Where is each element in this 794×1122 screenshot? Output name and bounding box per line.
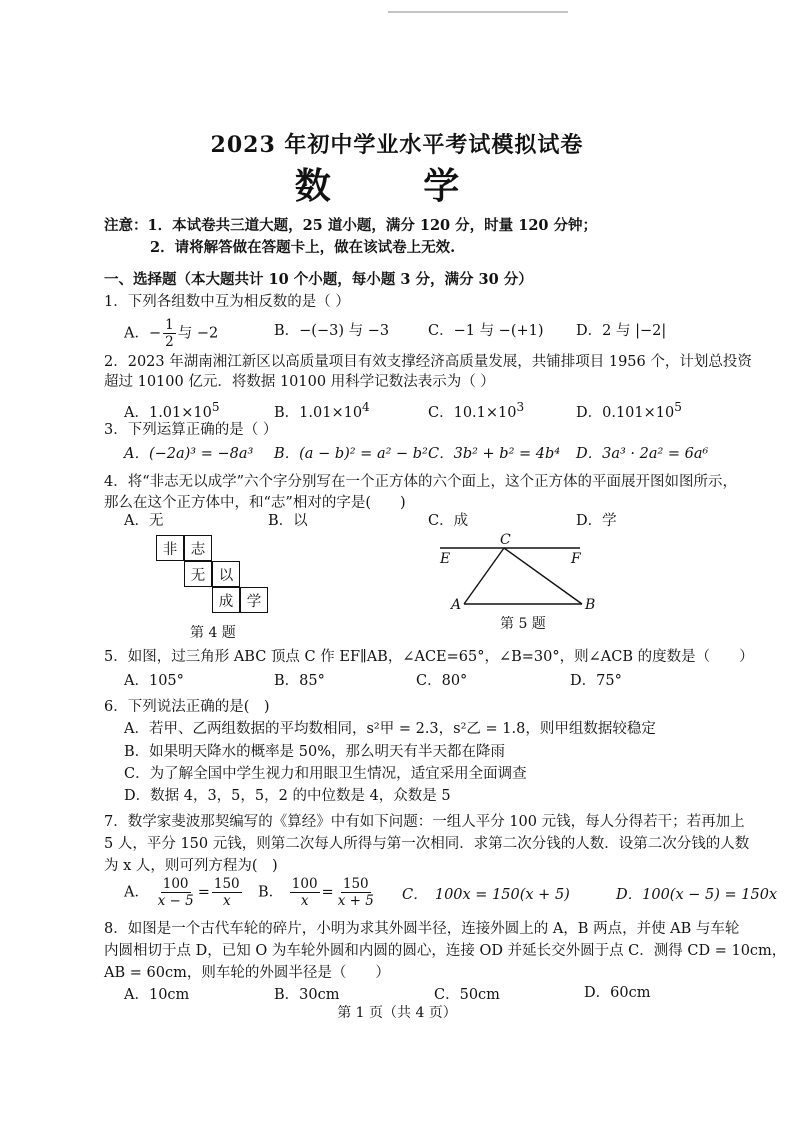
notice-line-2: 2．请将解答做在答题卡上，做在该试卷上无效. [150,239,456,256]
subject-title: 数 学 [294,165,500,207]
q7-option-c: C． 100x = 150(x + 5) [402,887,570,903]
q5-stem: 5．如图，过三角形 ABC 顶点 C 作 EF∥AB，∠ACE=65°，∠B=30°，则∠ACB 的度数是（ ） [104,649,754,665]
q5-option-b: B．85° [274,673,325,689]
net-cell-xue: 学 [240,587,268,613]
q7-a-right-fraction: $\frac{150}{x}$ [213,876,240,909]
q7-stem-1: 7．数学家斐波那契编写的《算经》中有如下问题：一组人平分 100 元钱，每人分得若干；若再加上 [104,814,745,830]
q6-option-d: D．数据 4，3，5，5，2 的中位数是 4，众数是 5 [124,788,451,804]
q1-a-fraction: $\frac{1}{2}$ [165,317,174,350]
q7-option-a: A． $\frac{100}{x - 5}$ = $\frac{150}{x}$ [124,876,240,909]
q4-stem-1: 4．将“非志无以成学”六个字分别写在一个正方体的六个面上，这个正方体的平面展开图如图所示， [104,474,738,490]
q7-option-b: B． $\frac{100}{x}$ = $\frac{150}{x + 5}$ [258,876,374,909]
q3-stem: 3．下列运算正确的是（ ） [104,422,278,438]
q7-stem-2: 5 人，平分 150 元钱，则第二次每人所得与第一次相同．求第二次分钱的人数．设第二次分钱的人数 [104,836,750,852]
q7-option-d: D．100(x − 5) = 150x [616,887,778,903]
q8-option-c: C．50cm [434,987,500,1003]
q2-option-a: A．$1.01\times 10^5$ [124,400,220,421]
q8-option-b: B．30cm [274,987,340,1003]
net-cell-wu: 无 [184,561,212,587]
section-heading: 一、选择题（本大题共计 10 个小题，每小题 3 分，满分 30 分） [104,271,533,288]
q2-stem-1: 2．2023 年湖南湘江新区以高质量项目有效支撑经济高质量发展，共铺排项目 1956 个，计划总投资 [104,354,752,370]
notice-line-1: 注意：1．本试卷共三道大题，25 道小题，满分 120 分，时量 120 分钟； [104,217,598,234]
q3-option-a: A．(−2a)³ = −8a³ [124,446,254,462]
q4-figure-caption: 第 4 题 [190,625,236,641]
q1-option-d: D．2 与 |−2| [576,323,667,339]
q4-option-c: C．成 [428,513,469,529]
q2-option-c: C．$10.1\times 10^3$ [428,400,525,421]
q6-option-a: A．若甲、乙两组数据的平均数相同，s²甲 = 2.3，s²乙 = 1.8，则甲组数据较稳定 [124,721,656,737]
label-e: E [440,551,451,567]
q8-stem-1: 8．如图是一个古代车轮的碎片，小明为求其外圆半径，连接外圆上的 A，B 两点，并使 AB 与车轮 [104,921,740,937]
q2-stem-2: 超过 10100 亿元．将数据 10100 用科学记数法表示为（ ） [104,374,495,390]
q6-option-b: B．如果明天降水的概率是 50%，那么明天有半天都在降雨 [124,744,505,760]
q4-stem-2: 那么在这个正方体中，和“志”相对的字是( ) [104,495,406,511]
q7-b-left-fraction: $\frac{100}{x}$ [291,876,318,909]
q3-option-b: B．(a − b)² = a² − b² [274,446,428,462]
q8-option-a: A．10cm [124,987,190,1003]
scan-mark [388,11,568,13]
q1-option-c: C．−1 与 −(+1) [428,323,544,339]
q4-option-a: A．无 [124,513,164,529]
q3-option-d: D．3a³ · 2a² = 6a⁶ [576,446,709,462]
label-c: C [500,532,511,548]
q5-figure-caption: 第 5 题 [500,616,546,632]
q4-option-b: B．以 [268,513,308,529]
q1-option-a: A．− $\frac{1}{2}$ 与 −2 [124,317,219,350]
q8-stem-2: 内圆相切于点 D，已知 O 为车轮外圆和内圆的圆心，连接 OD 并延长交外圆于点 C．测得 CD = 10cm， [104,943,787,959]
q1-stem: 1．下列各组数中互为相反数的是（ ） [104,294,350,310]
label-b: B [585,597,596,613]
net-cell-yi: 以 [212,561,240,587]
exam-title: 2023 年初中学业水平考试模拟试卷 [210,132,584,158]
label-f: F [571,551,581,567]
label-a: A [451,597,462,613]
q2-option-b: B．$1.01\times 10^4$ [274,400,370,421]
q5-option-d: D．75° [570,673,622,689]
q6-option-c: C．为了解全国中学生视力和用眼卫生情况，适宜采用全面调查 [124,766,527,782]
q8-stem-3: AB = 60cm，则车轮的外圆半径是（ ） [104,965,390,981]
q4-option-d: D．学 [576,513,617,529]
net-cell-fei: 非 [156,535,184,561]
net-cell-cheng: 成 [212,587,240,613]
net-cell-zhi: 志 [184,535,212,561]
q6-stem: 6．下列说法正确的是( ) [104,699,270,715]
q5-option-c: C．80° [416,673,468,689]
q5-option-a: A．105° [124,673,184,689]
q7-stem-3: 为 x 人，则可列方程为( ) [104,858,278,874]
q3-option-c: C．3b² + b² = 4b⁴ [428,446,561,462]
q8-option-d: D．60cm [584,985,651,1001]
q7-a-left-fraction: $\frac{100}{x - 5}$ [157,876,194,909]
side-ca [464,548,504,604]
page-footer: 第 1 页（共 4 页） [337,1005,457,1021]
q7-b-right-fraction: $\frac{150}{x + 5}$ [337,876,374,909]
q2-option-d: D．$0.101\times 10^5$ [576,400,682,421]
q1-option-b: B．−(−3) 与 −3 [274,323,390,339]
